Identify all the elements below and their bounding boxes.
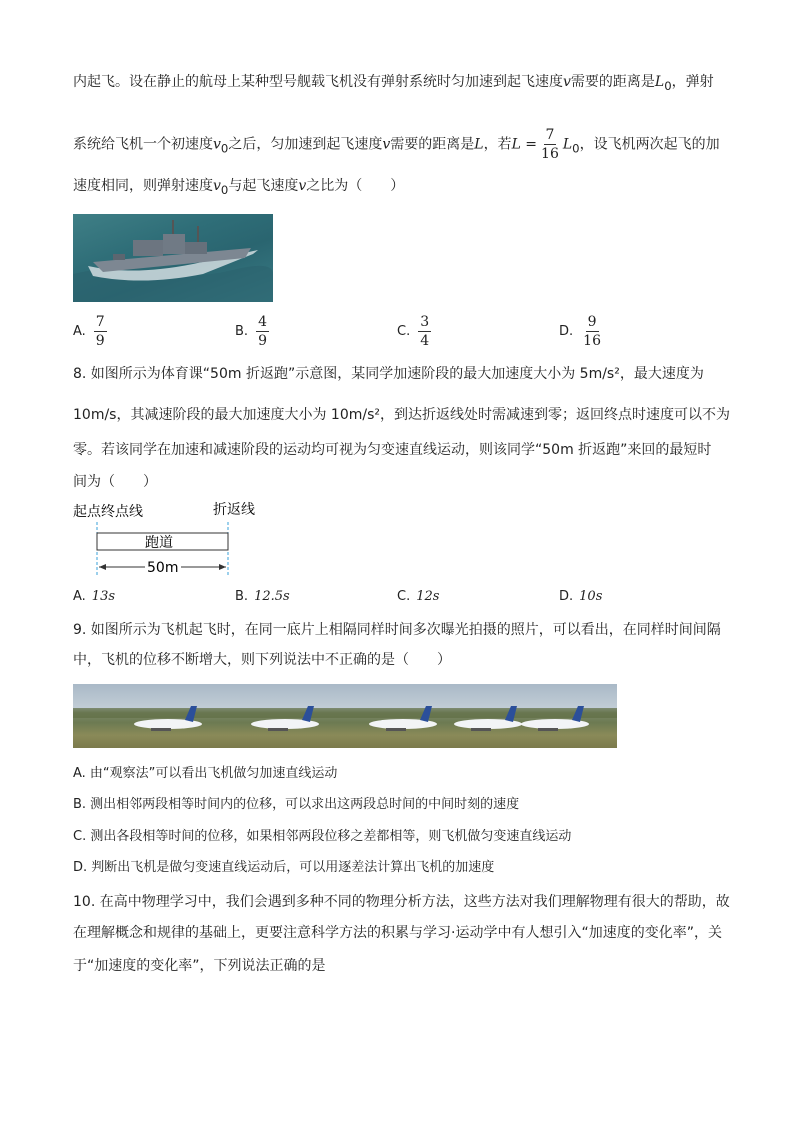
var-L0: L [654, 74, 665, 90]
q7-text: 与起飞速度 [228, 178, 299, 194]
frac-den: 9 [258, 333, 267, 349]
option-text: 13s [91, 589, 116, 604]
airplane-multi-exposure-photo [73, 684, 617, 748]
option-label: D. [559, 589, 574, 604]
q8-line-2: 10m/s，其减速阶段的最大加速度大小为 10m/s²，到达折返线处时需减速到零；返回终点时速度可以不为 [73, 407, 730, 423]
arrow-left-icon [99, 564, 106, 570]
option-text: 10s [579, 589, 603, 604]
q7-text: 之比为（ ） [306, 178, 405, 194]
q8-line-1: 8. 如图所示为体育课“50m 折返跑”示意图，某同学加速阶段的最大加速度大小为 5m/s²，最大速度为 [73, 366, 704, 382]
q8-option-b[interactable] [235, 589, 290, 604]
q10-line-2: 在理解概念和规律的基础上，更要注意科学方法的积累与学习·运动学中有人想引入“加速度的变化率”，关 [73, 925, 722, 941]
q7-text: ，若 [483, 136, 512, 153]
q7-text: 系统给飞机一个初速度 [73, 136, 213, 153]
option-label: C. [397, 589, 411, 604]
warship-photo [73, 214, 273, 302]
var-v0: v [213, 136, 221, 153]
option-fraction [581, 313, 603, 350]
var-v: v [298, 178, 307, 194]
q9-line-1: 9. 如图所示为飞机起飞时，在同一底片上相隔同样时间多次曝光拍摄的照片，可以看出，在同样时间间隔 [73, 622, 721, 638]
equation-lhs: L = [511, 136, 538, 153]
track-label: 跑道 [145, 535, 173, 551]
q7-text: ，弹射 [671, 74, 714, 90]
option-label: B. [235, 324, 249, 339]
frac-den: 9 [95, 333, 105, 349]
distance-label: 50m [147, 560, 179, 576]
sub-0: 0 [572, 141, 580, 156]
q9-line-2: 中，飞机的位移不断增大，则下列说法中不正确的是（ ） [73, 652, 451, 668]
q7-line-1 [73, 72, 714, 96]
airplane-image [73, 684, 617, 748]
q8-line-4: 间为（ ） [73, 474, 157, 490]
q7-text: 速度相同，则弹射速度 [73, 178, 213, 194]
option-label: B. [235, 589, 249, 604]
q7-text: 内起飞。设在静止的航母上某种型号舰载飞机没有弹射系统时匀加速到起飞速度 [73, 74, 563, 90]
q7-line-3 [73, 176, 404, 200]
option-text: 12.5s [254, 589, 290, 604]
frac-den: 16 [541, 146, 559, 162]
fraction-7-16 [539, 126, 561, 163]
q7-text: 需要的距离是 [570, 74, 655, 90]
option-label: C. [397, 324, 411, 339]
q9-option-b[interactable]: B. 测出相邻两段相等时间内的位移，可以求出这两段总时间的中间时刻的速度 [73, 797, 520, 812]
q8-line-3: 零。若该同学在加速和减速阶段的运动均可视为匀变速直线运动，则该同学“50m 折返跑”来回的最短时 [73, 442, 712, 458]
option-label: D. [559, 324, 574, 339]
option-label: A. [73, 324, 86, 339]
q8-option-d[interactable] [559, 589, 602, 604]
frac-num: 7 [95, 314, 105, 330]
frac-num: 3 [420, 314, 430, 330]
start-finish-label: 起点终点线 [73, 504, 143, 520]
q8-option-c[interactable] [397, 589, 439, 604]
q7-text: 需要的距离是 [390, 136, 475, 153]
q7-line-2 [73, 126, 720, 166]
frac-den: 4 [420, 333, 430, 349]
frac-num: 4 [258, 314, 267, 330]
q8-option-a[interactable] [73, 589, 115, 604]
frac-num: 7 [545, 127, 555, 143]
option-fraction [256, 313, 269, 350]
option-label: A. [73, 589, 86, 604]
q7-option-b[interactable] [235, 313, 271, 350]
option-fraction [94, 313, 107, 350]
option-text: 12s [416, 589, 440, 604]
shuttle-run-diagram [73, 500, 293, 580]
var-v: v [382, 136, 391, 153]
var-v: v [563, 74, 571, 90]
var-L0: L [562, 136, 573, 153]
var-v0: v [213, 178, 221, 194]
q7-option-a[interactable] [73, 313, 109, 350]
var-L: L [474, 136, 484, 153]
q7-option-d[interactable] [559, 313, 605, 350]
turn-line-label: 折返线 [213, 502, 255, 518]
warship-image [73, 214, 273, 302]
q9-option-a[interactable]: A. 由“观察法”可以看出飞机做匀加速直线运动 [73, 766, 338, 781]
q7-text: 之后，匀加速到起飞速度 [228, 136, 383, 153]
q10-line-3: 于“加速度的变化率”，下列说法正确的是 [73, 958, 326, 974]
sub-0: 0 [220, 141, 229, 156]
q9-option-c[interactable]: C. 测出各段相等时间的位移，如果相邻两段位移之差都相等，则飞机做匀变速直线运动 [73, 829, 572, 844]
frac-num: 9 [587, 314, 597, 330]
q10-line-1: 10. 在高中物理学习中，我们会遇到多种不同的物理分析方法，这些方法对我们理解物理有很大的帮助，故 [73, 894, 730, 910]
q7-option-c[interactable] [397, 313, 433, 350]
q7-text: ，设飞机两次起飞的加 [579, 136, 720, 153]
arrow-right-icon [219, 564, 226, 570]
option-fraction [418, 313, 431, 350]
frac-den: 16 [583, 333, 601, 349]
sub-0: 0 [220, 182, 229, 197]
sub-0: 0 [664, 78, 672, 93]
q9-option-d[interactable]: D. 判断出飞机是做匀变速直线运动后，可以用逐差法计算出飞机的加速度 [73, 860, 495, 875]
